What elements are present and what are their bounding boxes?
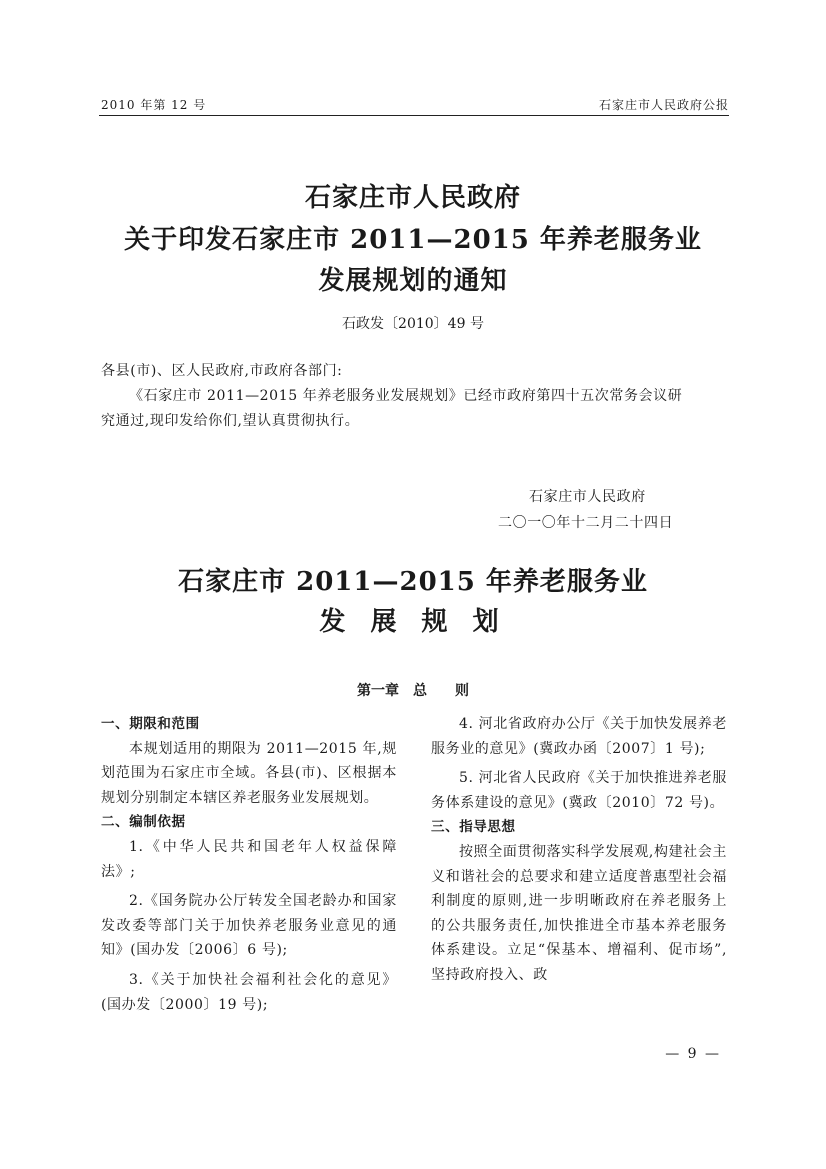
plan-title-line-2: 发 展 规 划: [319, 607, 507, 637]
header-rule: [99, 115, 729, 116]
document-number: 石政发〔2010〕49 号: [342, 316, 484, 332]
notice-title-line-3: 发展规划的通知: [318, 266, 508, 296]
paragraph: 本规划适用的期限为 2011—2015 年,规划范围为石家庄市全域。各县(市)、区根据本规划分别制定本辖区养老服务业发展规划。: [101, 740, 397, 806]
signing-date: 二〇一〇年十二月二十四日: [498, 515, 674, 531]
notice-title-line-1: 石家庄市人民政府: [304, 183, 521, 213]
right-column: [431, 712, 727, 988]
paragraph: 1.《中华人民共和国老年人权益保障法》;: [101, 838, 397, 880]
chapter-heading: 第一章 总 则: [357, 683, 469, 699]
paragraph: 按照全面贯彻落实科学发展观,构建社会主义和谐社会的总要求和建立适度普惠型社会福利制度的原则,进一步明晰政府在养老服务上的公共服务责任,加快推进全市基本养老服务体系建设。立足“保基本、增福利、促市场”,坚持政府投入、政: [431, 843, 727, 983]
paragraph: 3.《关于加快社会福利社会化的意见》(国办发〔2000〕19 号);: [101, 971, 397, 1013]
header-publication: 石家庄市人民政府公报: [598, 98, 729, 112]
paragraph: 5. 河北省人民政府《关于加快推进养老服务体系建设的意见》(冀政〔2010〕72 号)。: [431, 770, 727, 811]
page-number: — 9 —: [665, 1046, 721, 1062]
section-heading: 二、编制依据: [101, 814, 186, 831]
paragraph: 2.《国务院办公厅转发全国老龄办和国家发改委等部门关于加快养老服务业意见的通知》(国办发〔2006〕6 号);: [101, 893, 397, 959]
notice-body-line-2: 究通过,现印发给你们,望认真贯彻执行。: [101, 413, 360, 429]
left-column: [101, 712, 397, 1017]
header-issue: 2010 年第 12 号: [101, 98, 207, 112]
notice-title-line-2: 关于印发石家庄市 2011—2015 年养老服务业: [124, 225, 702, 255]
section-heading: 三、指导思想: [431, 819, 516, 836]
addressee: 各县(市)、区人民政府,市政府各部门:: [101, 363, 343, 379]
notice-body-line-1: 《石家庄市 2011—2015 年养老服务业发展规划》已经市政府第四十五次常务会议研: [129, 388, 683, 404]
plan-title-line-1: 石家庄市 2011—2015 年养老服务业: [178, 567, 648, 597]
section-heading: 一、期限和范围: [101, 716, 200, 732]
paragraph: 4. 河北省政府办公厅《关于加快发展养老服务业的意见》(冀政办函〔2007〕1 号);: [431, 716, 727, 757]
signer: 石家庄市人民政府: [529, 489, 646, 505]
